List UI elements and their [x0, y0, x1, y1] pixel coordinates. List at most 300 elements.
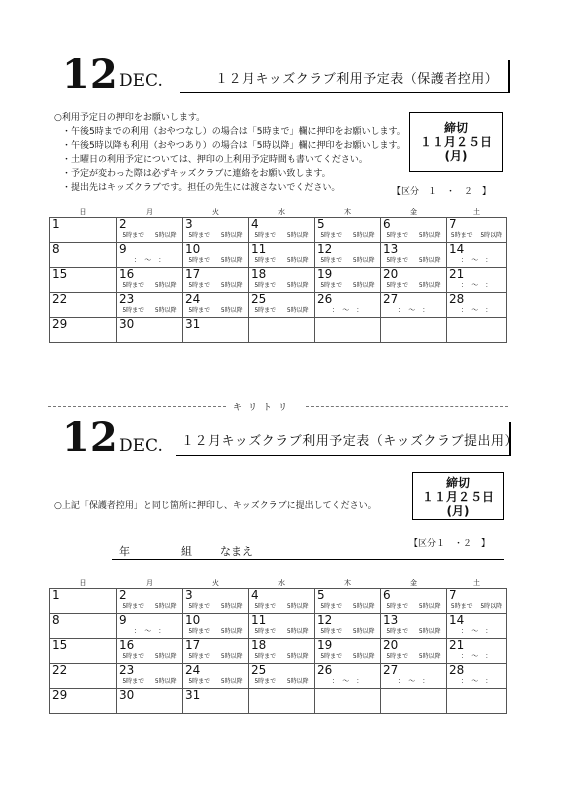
- slot-after-5[interactable]: 5時以降: [286, 678, 309, 685]
- weekday-header-row: [50, 578, 507, 589]
- calendar-day-cell: [249, 689, 315, 714]
- deadline-date: １１月２５日: [421, 490, 494, 504]
- time-range-field[interactable]: ： ～ ：: [397, 306, 430, 314]
- slot-until-5[interactable]: 5時まで: [254, 257, 277, 264]
- day-number: 8: [52, 242, 60, 256]
- slot-until-5[interactable]: 5時まで: [386, 232, 409, 239]
- calendar-day-cell[interactable]: [249, 589, 315, 614]
- slot-after-5[interactable]: 5時以降: [418, 232, 441, 239]
- day-number: 11: [251, 242, 267, 256]
- time-slot-pair: [381, 627, 446, 636]
- day-number: 26: [317, 663, 333, 677]
- slot-until-5[interactable]: 5時まで: [254, 653, 277, 660]
- calendar-day-cell[interactable]: [117, 268, 183, 293]
- deadline-weekday: (月): [444, 149, 468, 163]
- slot-after-5[interactable]: 5時以降: [352, 232, 375, 239]
- time-slot-pair: [249, 652, 314, 661]
- slot-until-5[interactable]: 5時まで: [122, 603, 145, 610]
- calendar-day-cell[interactable]: [183, 589, 249, 614]
- calendar-week-row: [50, 664, 507, 689]
- slot-after-5[interactable]: 5時以降: [220, 603, 243, 610]
- slot-until-5[interactable]: 5時まで: [254, 678, 277, 685]
- time-slot-pair: [117, 652, 182, 661]
- note-line: ○上記「保護者控用」と同じ箇所に押印し、キッズクラブに提出してください。: [54, 501, 377, 511]
- month-abbr-top: DEC.: [119, 71, 163, 91]
- slot-after-5[interactable]: 5時以降: [220, 678, 243, 685]
- calendar-day-cell[interactable]: [381, 243, 447, 268]
- slot-after-5[interactable]: 5時以降: [352, 603, 375, 610]
- calendar-day-cell[interactable]: [183, 218, 249, 243]
- slot-until-5[interactable]: 5時まで: [188, 257, 211, 264]
- slot-until-5[interactable]: 5時まで: [122, 653, 145, 660]
- cut-label: キリトリ: [233, 403, 294, 413]
- category-label-bottom: 【区分１ ・２ 】: [409, 539, 491, 549]
- slot-until-5[interactable]: 5時まで: [254, 282, 277, 289]
- slot-until-5[interactable]: 5時まで: [320, 628, 343, 635]
- calendar-day-cell[interactable]: [183, 664, 249, 689]
- slot-until-5[interactable]: 5時まで: [254, 603, 277, 610]
- month-number-bottom: 12: [62, 414, 118, 461]
- calendar-day-cell[interactable]: [249, 243, 315, 268]
- day-number: 23: [119, 292, 135, 306]
- calendar-day-cell[interactable]: [381, 293, 447, 318]
- day-number: 4: [251, 588, 259, 602]
- day-number: 18: [251, 267, 267, 281]
- time-slot-pair: [183, 281, 248, 290]
- calendar-day-cell: [447, 318, 507, 343]
- slot-until-5[interactable]: 5時まで: [386, 628, 409, 635]
- slot-until-5[interactable]: 5時まで: [188, 628, 211, 635]
- note-line: ・予定が変わった際は必ずキッズクラブに連絡をお願い致します。: [62, 169, 331, 179]
- calendar-day-cell: [50, 689, 117, 714]
- day-number: 5: [317, 588, 325, 602]
- note-line: ・午後5時までの利用（おやつなし）の場合は「5時まで」欄に押印をお願いします。: [62, 127, 406, 137]
- slot-until-5[interactable]: 5時まで: [386, 653, 409, 660]
- calendar-day-cell[interactable]: [315, 268, 381, 293]
- day-number: 1: [52, 217, 60, 231]
- day-number: 24: [185, 292, 201, 306]
- calendar-day-cell: [50, 268, 117, 293]
- instruction-bottom: [54, 499, 377, 513]
- time-slot-pair: [381, 652, 446, 661]
- calendar-day-cell[interactable]: [447, 614, 507, 639]
- day-number: 30: [119, 688, 135, 702]
- day-number: 22: [52, 663, 68, 677]
- calendar-day-cell[interactable]: [447, 293, 507, 318]
- slot-until-5[interactable]: 5時まで: [188, 653, 211, 660]
- calendar-day-cell: [381, 318, 447, 343]
- slot-until-5[interactable]: 5時まで: [386, 282, 409, 289]
- time-slot-pair: [249, 627, 314, 636]
- weekday-header-row: [50, 207, 507, 218]
- deadline-box-bottom: [412, 472, 504, 520]
- time-slot-pair: [447, 231, 506, 240]
- time-slot-pair: [183, 677, 248, 686]
- deadline-date: １１月２５日: [419, 135, 492, 149]
- calendar-day-cell[interactable]: [117, 639, 183, 664]
- weekday-label: 木: [344, 208, 351, 216]
- time-slot-pair: [117, 602, 182, 611]
- time-slot-pair: [381, 281, 446, 290]
- calendar-day-cell[interactable]: [381, 639, 447, 664]
- day-number: 29: [52, 688, 68, 702]
- calendar-day-cell[interactable]: [447, 664, 507, 689]
- slot-after-5[interactable]: 5時以降: [220, 653, 243, 660]
- time-slot-pair: [249, 677, 314, 686]
- calendar-day-cell[interactable]: [447, 589, 507, 614]
- time-range-field[interactable]: ： ～ ：: [460, 677, 493, 685]
- slot-until-5[interactable]: 5時まで: [254, 307, 277, 314]
- slot-until-5[interactable]: 5時まで: [122, 678, 145, 685]
- slot-after-5[interactable]: 5時以降: [220, 307, 243, 314]
- day-number: 27: [383, 663, 399, 677]
- day-number: 12: [317, 613, 333, 627]
- calendar-week-row: [50, 614, 507, 639]
- day-number: 6: [383, 217, 391, 231]
- day-number: 16: [119, 267, 135, 281]
- day-number: 23: [119, 663, 135, 677]
- day-number: 20: [383, 638, 399, 652]
- slot-until-5[interactable]: 5時まで: [254, 232, 277, 239]
- time-slot-pair: [249, 256, 314, 265]
- calendar-day-cell: [50, 639, 117, 664]
- calendar-week-row: [50, 318, 507, 343]
- calendar-day-cell[interactable]: [447, 243, 507, 268]
- day-number: 18: [251, 638, 267, 652]
- slot-until-5[interactable]: 5時まで: [188, 307, 211, 314]
- day-number: 30: [119, 317, 135, 331]
- slot-until-5[interactable]: 5時まで: [320, 257, 343, 264]
- note-line: ・提出先はキッズクラブです。担任の先生には渡さないでください。: [62, 183, 341, 193]
- slot-after-5[interactable]: 5時以降: [352, 653, 375, 660]
- calendar-day-cell: [117, 689, 183, 714]
- slot-after-5[interactable]: 5時以降: [286, 257, 309, 264]
- day-number: 11: [251, 613, 267, 627]
- calendar-day-cell[interactable]: [315, 293, 381, 318]
- slot-after-5[interactable]: 5時以降: [480, 232, 503, 239]
- time-slot-pair: [381, 602, 446, 611]
- day-number: 25: [251, 292, 267, 306]
- note-line: ○利用予定日の押印をお願いします。: [54, 113, 206, 123]
- weekday-label: 日: [79, 208, 87, 216]
- time-slot-pair: [315, 602, 380, 611]
- note-line: ・午後5時以降も利用（おやつあり）の場合は「5時以降」欄に押印をお願いします。: [62, 141, 406, 151]
- calendar-day-cell[interactable]: [315, 589, 381, 614]
- slot-until-5[interactable]: 5時まで: [320, 232, 343, 239]
- calendar-day-cell[interactable]: [249, 664, 315, 689]
- calendar-day-cell[interactable]: [381, 218, 447, 243]
- slot-after-5[interactable]: 5時以降: [352, 282, 375, 289]
- day-number: 10: [185, 613, 201, 627]
- slot-after-5[interactable]: 5時以降: [418, 653, 441, 660]
- slot-until-5[interactable]: 5時まで: [320, 653, 343, 660]
- slot-after-5[interactable]: 5時以降: [154, 232, 177, 239]
- slot-after-5[interactable]: 5時以降: [286, 653, 309, 660]
- day-number: 25: [251, 663, 267, 677]
- calendar-day-cell: [381, 689, 447, 714]
- day-number: 22: [52, 292, 68, 306]
- calendar-bottom: [49, 578, 507, 714]
- day-number: 8: [52, 613, 60, 627]
- deadline-weekday: (月): [446, 504, 470, 518]
- weekday-label: 火: [212, 208, 219, 216]
- calendar-day-cell: [249, 318, 315, 343]
- day-number: 21: [449, 638, 465, 652]
- time-range-field[interactable]: ： ～ ：: [460, 306, 493, 314]
- slot-after-5[interactable]: 5時以降: [418, 628, 441, 635]
- calendar-day-cell[interactable]: [183, 614, 249, 639]
- calendar-day-cell[interactable]: [183, 268, 249, 293]
- day-number: 17: [185, 267, 201, 281]
- time-slot-pair: [117, 281, 182, 290]
- calendar-day-cell[interactable]: [381, 664, 447, 689]
- slot-after-5[interactable]: 5時以降: [418, 282, 441, 289]
- day-number: 28: [449, 663, 465, 677]
- day-number: 16: [119, 638, 135, 652]
- slot-until-5[interactable]: 5時まで: [188, 282, 211, 289]
- weekday-label: 木: [344, 579, 351, 587]
- slot-until-5[interactable]: 5時まで: [188, 603, 211, 610]
- calendar-day-cell[interactable]: [249, 639, 315, 664]
- calendar-day-cell: [50, 293, 117, 318]
- calendar-top: [49, 207, 507, 343]
- calendar-day-cell[interactable]: [249, 614, 315, 639]
- time-range-field[interactable]: ： ～ ：: [133, 627, 166, 635]
- weekday-label: 火: [212, 579, 219, 587]
- calendar-day-cell[interactable]: [447, 218, 507, 243]
- time-slot-pair: [249, 306, 314, 315]
- calendar-day-cell: [50, 218, 117, 243]
- calendar-day-cell: [50, 614, 117, 639]
- time-slot-pair: [183, 256, 248, 265]
- page-title-bottom: １２月キッズクラブ利用予定表（キッズクラブ提出用）: [181, 434, 518, 449]
- slot-after-5[interactable]: 5時以降: [286, 232, 309, 239]
- day-number: 3: [185, 588, 193, 602]
- calendar-day-cell[interactable]: [249, 218, 315, 243]
- day-number: 21: [449, 267, 465, 281]
- time-range-field[interactable]: ： ～ ：: [460, 627, 493, 635]
- time-slot-pair: [249, 281, 314, 290]
- day-number: 7: [449, 588, 457, 602]
- class-label: 組: [181, 545, 192, 558]
- slot-after-5[interactable]: 5時以降: [154, 653, 177, 660]
- calendar-day-cell: [447, 689, 507, 714]
- day-number: 31: [185, 317, 201, 331]
- time-slot-pair: [249, 231, 314, 240]
- time-slot-pair: [315, 652, 380, 661]
- weekday-label: 土: [473, 579, 480, 587]
- deadline-label: 締切: [443, 121, 468, 135]
- weekday-label: 月: [146, 208, 153, 216]
- weekday-label: 金: [410, 579, 417, 587]
- weekday-label: 金: [410, 208, 417, 216]
- day-number: 7: [449, 217, 457, 231]
- month-abbr-bottom: DEC.: [119, 436, 163, 456]
- calendar-day-cell: [50, 318, 117, 343]
- day-number: 4: [251, 217, 259, 231]
- day-number: 2: [119, 217, 127, 231]
- time-range-field[interactable]: ： ～ ：: [331, 677, 364, 685]
- slot-after-5[interactable]: 5時以降: [154, 678, 177, 685]
- time-range-field[interactable]: ： ～ ：: [460, 256, 493, 264]
- calendar-day-cell[interactable]: [117, 589, 183, 614]
- day-number: 15: [52, 267, 68, 281]
- calendar-week-row: [50, 243, 507, 268]
- day-number: 2: [119, 588, 127, 602]
- slot-after-5[interactable]: 5時以降: [286, 603, 309, 610]
- day-number: 6: [383, 588, 391, 602]
- slot-until-5[interactable]: 5時まで: [450, 603, 473, 610]
- calendar-day-cell: [117, 318, 183, 343]
- time-slot-pair: [315, 256, 380, 265]
- day-number: 1: [52, 588, 60, 602]
- instructions-top: [54, 111, 406, 195]
- day-number: 29: [52, 317, 68, 331]
- day-number: 13: [383, 242, 399, 256]
- slot-until-5[interactable]: 5時まで: [320, 603, 343, 610]
- slot-until-5[interactable]: 5時まで: [122, 282, 145, 289]
- time-range-field[interactable]: ： ～ ：: [397, 677, 430, 685]
- time-slot-pair: [117, 677, 182, 686]
- calendar-day-cell[interactable]: [381, 268, 447, 293]
- calendar-day-cell[interactable]: [117, 614, 183, 639]
- note-line: ・土曜日の利用予定については、押印の上利用予定時間も書いてください。: [62, 155, 368, 165]
- calendar-day-cell[interactable]: [315, 243, 381, 268]
- calendar-day-cell[interactable]: [183, 243, 249, 268]
- day-number: 31: [185, 688, 201, 702]
- calendar-day-cell: [50, 589, 117, 614]
- slot-after-5[interactable]: 5時以降: [418, 603, 441, 610]
- time-range-field[interactable]: ： ～ ：: [331, 306, 364, 314]
- calendar-day-cell[interactable]: [117, 243, 183, 268]
- calendar-day-cell[interactable]: [249, 268, 315, 293]
- day-number: 19: [317, 638, 333, 652]
- calendar-day-cell[interactable]: [117, 218, 183, 243]
- slot-after-5[interactable]: 5時以降: [352, 628, 375, 635]
- calendar-week-row: [50, 268, 507, 293]
- slot-until-5[interactable]: 5時まで: [122, 232, 145, 239]
- slot-until-5[interactable]: 5時まで: [188, 678, 211, 685]
- slot-after-5[interactable]: 5時以降: [286, 282, 309, 289]
- calendar-day-cell[interactable]: [249, 293, 315, 318]
- calendar-day-cell[interactable]: [183, 293, 249, 318]
- time-range-field[interactable]: ： ～ ：: [133, 256, 166, 264]
- calendar-week-row: [50, 689, 507, 714]
- slot-after-5[interactable]: 5時以降: [286, 628, 309, 635]
- day-number: 10: [185, 242, 201, 256]
- deadline-box-top: [409, 112, 503, 172]
- calendar-day-cell: [315, 689, 381, 714]
- day-number: 3: [185, 217, 193, 231]
- slot-until-5[interactable]: 5時まで: [254, 628, 277, 635]
- day-number: 14: [449, 242, 465, 256]
- calendar-day-cell[interactable]: [381, 614, 447, 639]
- calendar-week-row: [50, 218, 507, 243]
- time-slot-pair: [183, 231, 248, 240]
- slot-after-5[interactable]: 5時以降: [418, 257, 441, 264]
- slot-after-5[interactable]: 5時以降: [220, 628, 243, 635]
- deadline-label: 締切: [445, 476, 470, 490]
- calendar-day-cell[interactable]: [117, 293, 183, 318]
- slot-after-5[interactable]: 5時以降: [220, 232, 243, 239]
- day-number: 27: [383, 292, 399, 306]
- day-number: 15: [52, 638, 68, 652]
- day-number: 13: [383, 613, 399, 627]
- calendar-day-cell[interactable]: [381, 589, 447, 614]
- slot-until-5[interactable]: 5時まで: [386, 257, 409, 264]
- name-label: なまえ: [220, 545, 253, 558]
- slot-after-5[interactable]: 5時以降: [480, 603, 503, 610]
- slot-after-5[interactable]: 5時以降: [154, 603, 177, 610]
- time-slot-pair: [249, 602, 314, 611]
- day-number: 14: [449, 613, 465, 627]
- day-number: 28: [449, 292, 465, 306]
- slot-after-5[interactable]: 5時以降: [352, 257, 375, 264]
- day-number: 9: [119, 613, 127, 627]
- time-slot-pair: [381, 256, 446, 265]
- weekday-label: 日: [79, 579, 87, 587]
- page-title-top: １２月キッズクラブ利用予定表（保護者控用）: [215, 72, 499, 87]
- calendar-day-cell[interactable]: [315, 614, 381, 639]
- calendar-week-row: [50, 589, 507, 614]
- weekday-label: 月: [146, 579, 153, 587]
- day-number: 24: [185, 663, 201, 677]
- calendar-day-cell[interactable]: [447, 639, 507, 664]
- name-write-line: [112, 559, 504, 560]
- time-slot-pair: [183, 652, 248, 661]
- calendar-day-cell[interactable]: [117, 664, 183, 689]
- calendar-day-cell: [183, 318, 249, 343]
- time-slot-pair: [183, 306, 248, 315]
- category-label-top: 【区分 １ ・ ２ 】: [392, 187, 492, 197]
- weekday-label: 水: [278, 579, 285, 587]
- slot-until-5[interactable]: 5時まで: [386, 603, 409, 610]
- time-slot-pair: [117, 231, 182, 240]
- calendar-day-cell[interactable]: [447, 268, 507, 293]
- day-number: 17: [185, 638, 201, 652]
- time-slot-pair: [381, 231, 446, 240]
- time-slot-pair: [183, 602, 248, 611]
- slot-until-5[interactable]: 5時まで: [450, 232, 473, 239]
- slot-until-5[interactable]: 5時まで: [188, 232, 211, 239]
- time-slot-pair: [447, 602, 506, 611]
- slot-after-5[interactable]: 5時以降: [220, 257, 243, 264]
- cut-line-right: [306, 406, 508, 407]
- slot-until-5[interactable]: 5時まで: [122, 307, 145, 314]
- weekday-label: 土: [473, 208, 480, 216]
- day-number: 20: [383, 267, 399, 281]
- day-number: 5: [317, 217, 325, 231]
- calendar-day-cell: [183, 689, 249, 714]
- time-range-field[interactable]: ： ～ ：: [460, 652, 493, 660]
- calendar-day-cell[interactable]: [315, 218, 381, 243]
- slot-after-5[interactable]: 5時以降: [154, 307, 177, 314]
- slot-until-5[interactable]: 5時まで: [320, 282, 343, 289]
- time-slot-pair: [117, 306, 182, 315]
- calendar-day-cell[interactable]: [183, 639, 249, 664]
- day-number: 9: [119, 242, 127, 256]
- calendar-week-row: [50, 639, 507, 664]
- time-range-field[interactable]: ： ～ ：: [460, 281, 493, 289]
- slot-after-5[interactable]: 5時以降: [286, 307, 309, 314]
- slot-after-5[interactable]: 5時以降: [154, 282, 177, 289]
- calendar-day-cell: [50, 243, 117, 268]
- calendar-day-cell[interactable]: [315, 664, 381, 689]
- calendar-day-cell[interactable]: [315, 639, 381, 664]
- slot-after-5[interactable]: 5時以降: [220, 282, 243, 289]
- cut-line-left: [48, 406, 226, 407]
- day-number: 12: [317, 242, 333, 256]
